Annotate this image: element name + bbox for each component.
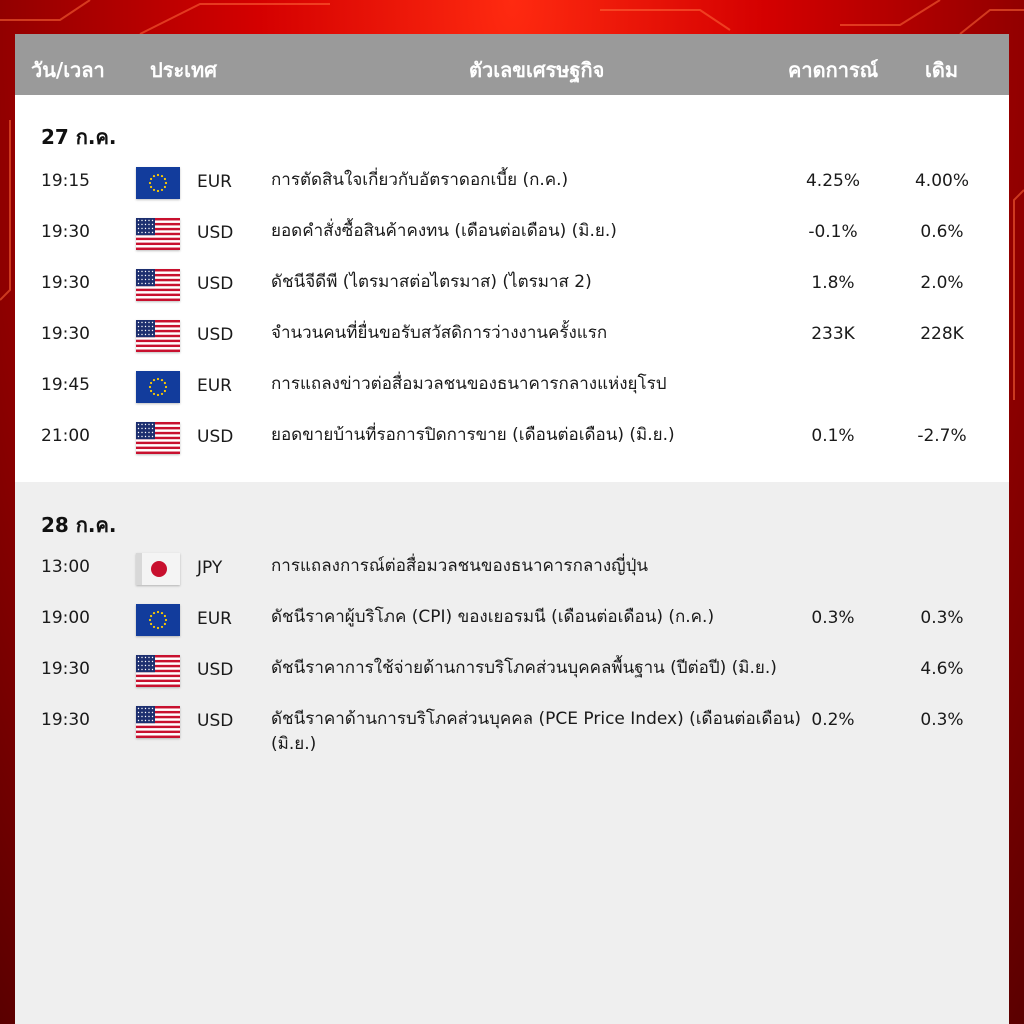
event-time: 13:00 (41, 557, 90, 577)
currency-code: USD (197, 223, 234, 243)
forecast-value: 4.25% (805, 171, 860, 191)
indicator-name: การตัดสินใจเกี่ยวกับอัตราดอกเบี้ย (ก.ค.) (271, 170, 569, 190)
eu-flag-icon (136, 167, 180, 199)
us-flag-icon (136, 655, 180, 687)
table-row (15, 222, 1009, 262)
table-header (15, 34, 1009, 95)
currency-code: USD (197, 427, 234, 447)
forecast-value: 233K (811, 324, 855, 344)
previous-value: -2.7% (917, 426, 967, 446)
header-datetime: วัน/เวลา (31, 58, 105, 82)
event-time: 19:30 (41, 710, 90, 730)
us-flag-icon (136, 218, 180, 250)
eu-flag-icon (136, 604, 180, 636)
forecast-value: 0.1% (811, 426, 855, 446)
previous-value: 228K (920, 324, 964, 344)
jp-flag-icon (136, 553, 180, 585)
table-row (15, 171, 1009, 211)
us-flag-icon (136, 706, 180, 738)
indicator-name: ดัชนีจีดีพี (ไตรมาสต่อไตรมาส) (ไตรมาส 2) (271, 272, 592, 292)
table-row (15, 273, 1009, 313)
event-time: 19:30 (41, 659, 90, 679)
indicator-name: ยอดขายบ้านที่รอการปิดการขาย (เดือนต่อเดือน) (มิ.ย.) (271, 425, 675, 445)
forecast-value: -0.1% (808, 222, 858, 242)
day-section-2 (15, 482, 1009, 1024)
event-time: 19:15 (41, 171, 90, 191)
currency-code: USD (197, 274, 234, 294)
event-time: 19:30 (41, 273, 90, 293)
table-row (15, 375, 1009, 415)
previous-value: 0.3% (920, 710, 964, 730)
forecast-value: 1.8% (811, 273, 855, 293)
forecast-value: 0.3% (811, 608, 855, 628)
date-label: 28 ก.ค. (41, 513, 117, 537)
event-time: 21:00 (41, 426, 90, 446)
header-country: ประเทศ (150, 58, 217, 82)
indicator-name: ดัชนีราคาผู้บริโภค (CPI) ของเยอรมนี (เดือนต่อเดือน) (ก.ค.) (271, 607, 715, 627)
event-time: 19:00 (41, 608, 90, 628)
header-indicator: ตัวเลขเศรษฐกิจ (469, 58, 605, 82)
table-row (15, 608, 1009, 648)
indicator-name: การแถลงข่าวต่อสื่อมวลชนของธนาคารกลางแห่งยุโรป (271, 374, 667, 394)
date-label: 27 ก.ค. (41, 125, 117, 149)
currency-code: EUR (197, 172, 232, 192)
eu-flag-icon (136, 371, 180, 403)
table-row (15, 557, 1009, 597)
header-previous: เดิม (925, 58, 959, 82)
event-time: 19:45 (41, 375, 90, 395)
previous-value: 4.6% (920, 659, 964, 679)
calendar-panel (15, 34, 1009, 1024)
table-row (15, 659, 1009, 699)
table-row (15, 324, 1009, 364)
currency-code: USD (197, 660, 234, 680)
indicator-name: ดัชนีราคาด้านการบริโภคส่วนบุคคล (PCE Price Index) (เดือนต่อเดือน) (มิ.ย.) (271, 709, 801, 754)
table-row (15, 426, 1009, 466)
previous-value: 0.6% (920, 222, 964, 242)
previous-value: 4.00% (914, 171, 969, 191)
currency-code: USD (197, 711, 234, 731)
indicator-name: การแถลงการณ์ต่อสื่อมวลชนของธนาคารกลางญี่ปุ่น (271, 556, 649, 576)
us-flag-icon (136, 269, 180, 301)
us-flag-icon (136, 422, 180, 454)
table-row (15, 709, 1009, 754)
indicator-name: ยอดคำสั่งซื้อสินค้าคงทน (เดือนต่อเดือน) (มิ.ย.) (271, 221, 617, 241)
event-time: 19:30 (41, 222, 90, 242)
forecast-value: 0.2% (811, 710, 855, 730)
indicator-name: ดัชนีราคาการใช้จ่ายด้านการบริโภคส่วนบุคคลพื้นฐาน (ปีต่อปี) (มิ.ย.) (271, 658, 777, 678)
currency-code: USD (197, 325, 234, 345)
previous-value: 2.0% (920, 273, 964, 293)
previous-value: 0.3% (920, 608, 964, 628)
currency-code: EUR (197, 376, 232, 396)
indicator-name: จำนวนคนที่ยื่นขอรับสวัสดิการว่างงานครั้งแรก (271, 323, 608, 343)
day-section-1 (15, 95, 1009, 482)
header-forecast: คาดการณ์ (788, 58, 879, 82)
currency-code: EUR (197, 609, 232, 629)
currency-code: JPY (197, 558, 223, 578)
event-time: 19:30 (41, 324, 90, 344)
us-flag-icon (136, 320, 180, 352)
